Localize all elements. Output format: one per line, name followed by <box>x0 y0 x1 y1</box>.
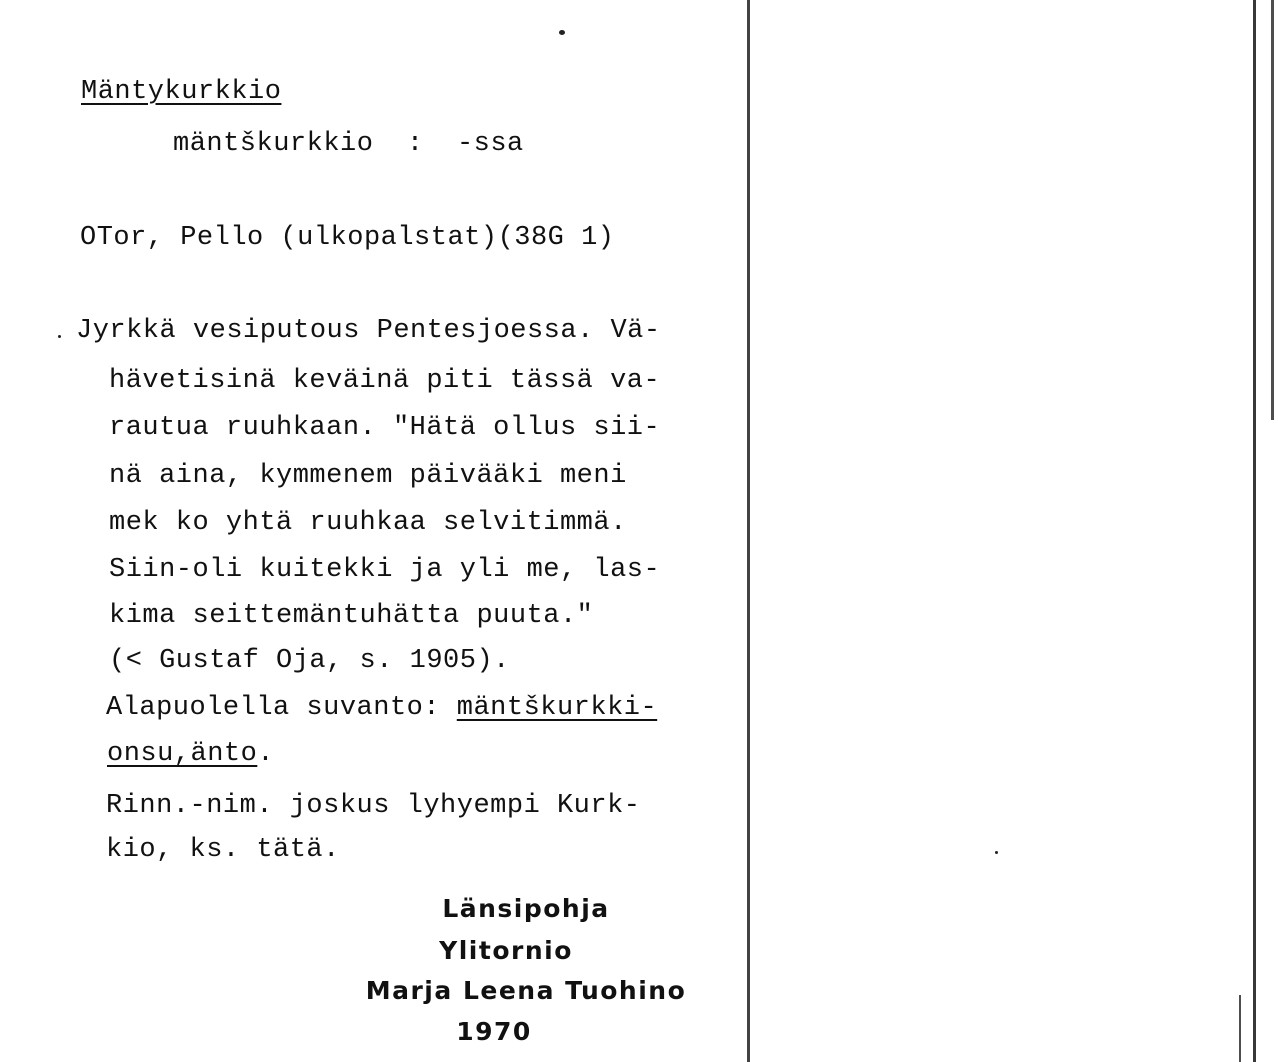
stamp-collector: Marja Leena Tuohino <box>365 976 687 1005</box>
headword: Mäntykurkkio <box>81 77 282 107</box>
card-edge-line-left <box>747 0 750 1062</box>
alapuolella-end: . <box>257 739 275 769</box>
stamp-parish: Ylitornio <box>439 936 573 965</box>
card-edge-line-bottom-right <box>1239 995 1241 1062</box>
card-edge-line-right <box>1253 0 1256 1062</box>
body-line-7: kima seittemäntuhätta puuta." <box>109 601 594 631</box>
headword-form <box>173 128 524 160</box>
body-line-8: (< Gustaf Oja, s. 1905). <box>109 646 510 676</box>
speck-right <box>995 851 998 854</box>
alapuolella-term: mäntškurkki- <box>456 693 658 723</box>
speck-top <box>559 30 565 35</box>
body-line-2: hävetisinä keväinä piti tässä va- <box>109 366 661 396</box>
body-line-6: Siin-oli kuitekki ja yli me, las- <box>109 555 661 585</box>
alapuolella-prefix: Alapuolella suvanto: <box>106 693 457 723</box>
stamp-year: 1970 <box>456 1017 532 1046</box>
rinn-line-2: kio, ks. tätä. <box>106 835 340 865</box>
stamp-region: Länsipohja <box>442 894 610 923</box>
location-line: OTor, Pello (ulkopalstat)(38G 1) <box>80 223 615 253</box>
form-stem: mäntškurkki <box>173 129 357 159</box>
body-line-1: Jyrkkä vesiputous Pentesjoessa. Vä- <box>76 316 661 346</box>
card-edge-line-far-right <box>1271 0 1274 420</box>
speck-left <box>58 335 61 338</box>
alapuolella-line <box>106 692 657 724</box>
body-line-4: nä aina, kymmenem päivääki meni <box>109 461 627 491</box>
body-line-3: rautua ruuhkaan. "Hätä ollus sii- <box>109 413 661 443</box>
body-line-5: mek ko yhtä ruuhkaa selvitimmä. <box>109 508 627 538</box>
alapuolella-line-2 <box>107 738 274 770</box>
form-tail: o : -ssa <box>356 129 524 159</box>
rinn-line-1: Rinn.-nim. joskus lyhyempi Kurk- <box>106 791 641 821</box>
alapuolella-term-cont: onsu,änto <box>107 739 258 769</box>
